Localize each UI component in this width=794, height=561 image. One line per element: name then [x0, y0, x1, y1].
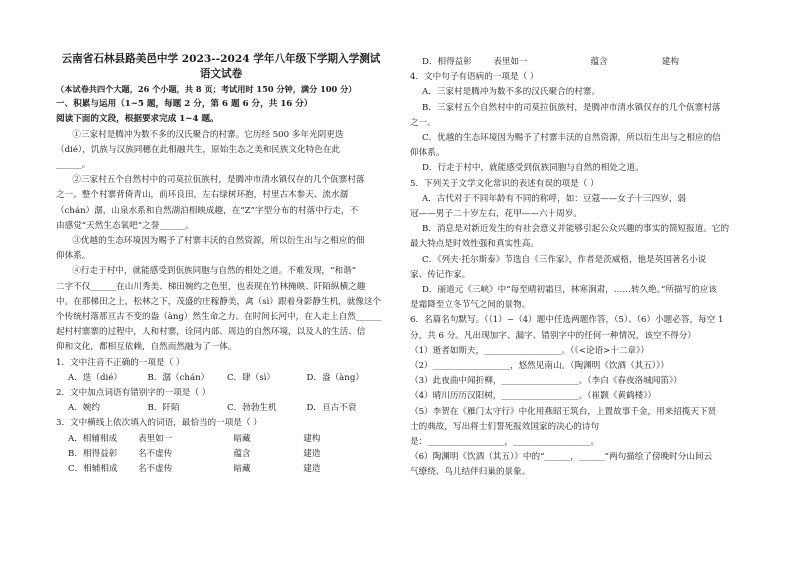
- option-word: 表里如一: [493, 57, 528, 67]
- option[interactable]: B．阡陌: [147, 403, 180, 414]
- section1-instruction: 阅读下面的文段，根据要求完成 1~4 题。: [56, 114, 219, 125]
- option-word: D．相得益彰: [422, 57, 472, 67]
- option-word: B．相得益彰: [68, 448, 118, 459]
- passage-line: 二字不仅______在山川秀美、梯田婉约之色里，也表现在竹林掩映、阡陌纵横之趣: [56, 281, 366, 292]
- question-2-stem: 2．文中加点词语有错别字的一项是（ ）: [56, 388, 211, 399]
- right-column: [410, 55, 746, 481]
- question-3-option-d[interactable]: [410, 55, 746, 70]
- question-5-option-b-cont: 最大特点是时效性强和真实性高。: [410, 239, 539, 250]
- question-1-options: [56, 371, 386, 386]
- passage-line: 仰和文化，都相互依赖，自然而然融为了一体。: [56, 342, 237, 353]
- dictation-item-1[interactable]: （1）逝者如斯夫，__________________。（《<论语>十二章》）: [410, 345, 650, 356]
- exam-note: （本试卷共四个大题，26 个小题，共 8 页；考试用时 150 分钟，满分 100 分）: [56, 84, 357, 94]
- passage-line: ②三家村五个自然村中的司莫拉佤族村，是腾冲市清水镇仅存的几个佤寨村落: [72, 175, 365, 186]
- passage-line: 起村村寨寨的过程中，人和村寨，诠同内部、周边的自然环境，以及人的生活、信: [56, 327, 366, 338]
- question-3-option-b[interactable]: [56, 447, 386, 462]
- question-4-option-b[interactable]: B．三家村五个自然村中的司莫拉佤族村，是腾冲市清水镇仅存的几个佤寨村落: [422, 102, 721, 113]
- option-word: 建构: [661, 57, 679, 67]
- dictation-item-6-cont: 气缭绕、鸟儿结伴归巢的景象。: [410, 467, 531, 478]
- option[interactable]: C．勃勃生机: [227, 403, 277, 414]
- question-4-option-c[interactable]: C．优越的生态环境因为赐予了村寨丰沃的自然资源，所以衍生出与之相应的信: [422, 133, 721, 144]
- option[interactable]: A．婉约: [68, 403, 100, 414]
- question-2-options: [56, 401, 386, 416]
- passage-line: ④行走于村中，就能感受到佤族同胞与自然的相处之道。不难发现，“和谐”: [72, 266, 357, 277]
- exam-title: [56, 52, 386, 82]
- dictation-item-3[interactable]: （3）此夜曲中闻折柳，__________________。（李白《春夜洛城闻笛》）: [410, 376, 682, 387]
- question-3-stem: 3．文中横线上依次填入的词语，最恰当的一项是（ ）: [56, 418, 262, 429]
- question-3-option-a[interactable]: [56, 432, 386, 447]
- dictation-item-6[interactable]: （6）陶渊明《饮酒（其五）》中的“______，______”两句描绘了傍晚时分山间云: [410, 452, 713, 463]
- dictation-item-5-cont: 士的典故，写出将士们誓死报效国家的决心的诗句: [410, 421, 600, 432]
- option-word: 暗藏: [233, 433, 251, 444]
- option-word: 建造: [303, 464, 321, 475]
- question-4-option-c-cont: 仰体系。: [410, 148, 445, 159]
- question-4-option-b-cont: 之一。: [410, 117, 436, 128]
- question-5-option-d-cont: 是霜降至立冬节气之间的景物。: [410, 300, 531, 311]
- title-line-1: 云南省石林县路美邑中学 2023--2024 学年八年级下学期入学测试: [61, 53, 381, 65]
- option-word: 名不虚传: [137, 464, 173, 475]
- question-4-stem: 4．文中句子有语病的一项是（ ）: [410, 72, 539, 83]
- passage-line: （dié），饥族与汉族同穗在此相融共生，原始生态之美和民族文化特色在此: [56, 144, 341, 155]
- option-word: 蕴含: [233, 448, 251, 459]
- dictation-item-2[interactable]: （2）__________________，悠然见南山。（陶渊明《饮酒（其五）》）: [410, 361, 669, 372]
- question-5-option-b[interactable]: B．消息是对新近发生的有社会意义并能够引起公众兴趣的事实的简短报道。它的: [422, 224, 730, 235]
- dictation-item-5-answer[interactable]: 是：__________________，__________________。: [410, 437, 600, 448]
- passage-line: 个传统村落那亘古不变的盎（àng）然生命之力。在时间长河中，在人走上自然______: [56, 312, 382, 323]
- option[interactable]: D．亘古不衰: [306, 403, 357, 414]
- option[interactable]: B．潺（chán）: [147, 372, 210, 383]
- section1-heading: 一、积累与运用（1~5 题，每题 2 分，第 6 题 6 分，共 16 分）: [56, 99, 313, 110]
- title-line-2: 语文试卷: [199, 68, 243, 80]
- passage-line: 中。在那梯田之上，松林之下，茂盛的庄稼静美，禽（sì）跟着身影静生机，就像这个: [56, 296, 382, 307]
- option-word: 暗藏: [233, 464, 251, 475]
- dictation-item-4[interactable]: （4）晴川历历汉阳树，__________________。（崔颢《黄鹤楼》）: [410, 391, 657, 402]
- option-word: C．相辅相成: [68, 464, 118, 475]
- passage-line: 由感觉“天然生态氧吧”之誉______。: [56, 220, 194, 231]
- question-6-stem-cont: 分，共 6 分。凡出现加字、漏字、错别字中的任何一种情况，该空不得分）: [410, 330, 696, 341]
- option-word: 蕴含: [590, 57, 608, 67]
- question-5-option-c[interactable]: C．《列夫·托尔斯泰》节选自《三作家》，作者是茨威格，他是英国著名小说: [422, 254, 707, 265]
- question-5-option-c-cont: 家、传记作家。: [410, 269, 471, 280]
- passage-line: 之一。整个村寨背倚青山，前环良田，左右绿树环抱，村里古木参天、流水潺: [56, 190, 349, 201]
- option-word: A．相辅相成: [68, 433, 118, 444]
- question-5-option-d[interactable]: D．丽道元《三峡》中“每至晴初霜旦，林寒涧肃，……转久绝。”所描写的应该: [422, 285, 717, 296]
- option[interactable]: D．盎（àng）: [306, 372, 364, 383]
- option[interactable]: C．肆（sì）: [227, 372, 276, 383]
- passage-line: （chán）潺，山泉水系和自然湖泊相映成趣，在“Z”字型分布的村落中行走，不: [56, 205, 359, 216]
- question-6-stem: 6．名篇名句默写。（（1）~（4）题中任选两题作答，（5）、（6）小题必答，每空 1: [410, 315, 724, 326]
- question-3-option-c[interactable]: [56, 462, 386, 477]
- question-4-option-a[interactable]: A．三家村是腾冲为数不多的汉氏聚合的村寨。: [422, 87, 601, 98]
- option-word: 名不虚传: [137, 448, 173, 459]
- option-word: 建造: [303, 448, 321, 459]
- passage-line: ①三家村是腾冲为数不多的汉氏聚合的村寨。它历经 500 多年光阴更迭: [72, 129, 344, 140]
- question-5-stem: 5．下列关于文学文化常识的表述有误的项是（ ）: [410, 178, 599, 189]
- left-column: [56, 82, 386, 477]
- option-word: 建构: [303, 433, 321, 444]
- passage-line: ______。: [56, 160, 91, 171]
- option-word: 表里如一: [137, 433, 173, 444]
- question-1-stem: 1．文中注音不正确的一项是（ ）: [56, 357, 185, 368]
- passage-line: 仰体系。: [56, 251, 91, 262]
- dictation-item-5: （5）李贺在《雁门太守行》中化用燕昭王筑台，上置故事千金，用来招揽天下贤: [410, 406, 717, 417]
- question-4-option-d[interactable]: D．行走于村中，就能感受到佤族同胞与自然的相处之道。: [422, 163, 644, 174]
- question-5-option-a-cont: 冠——男子二十岁左右，花甲——六十周岁。: [410, 209, 582, 220]
- option[interactable]: A．迭（dié）: [68, 372, 122, 383]
- question-5-option-a[interactable]: A．古代对于不同年龄有不同的称呼，如：豆蔻——女子十三四岁，弱: [422, 193, 687, 204]
- passage-line: ③优越的生态环境因为赐予了村寨丰沃的自然资源，所以衍生出与之相应的佃: [72, 236, 365, 247]
